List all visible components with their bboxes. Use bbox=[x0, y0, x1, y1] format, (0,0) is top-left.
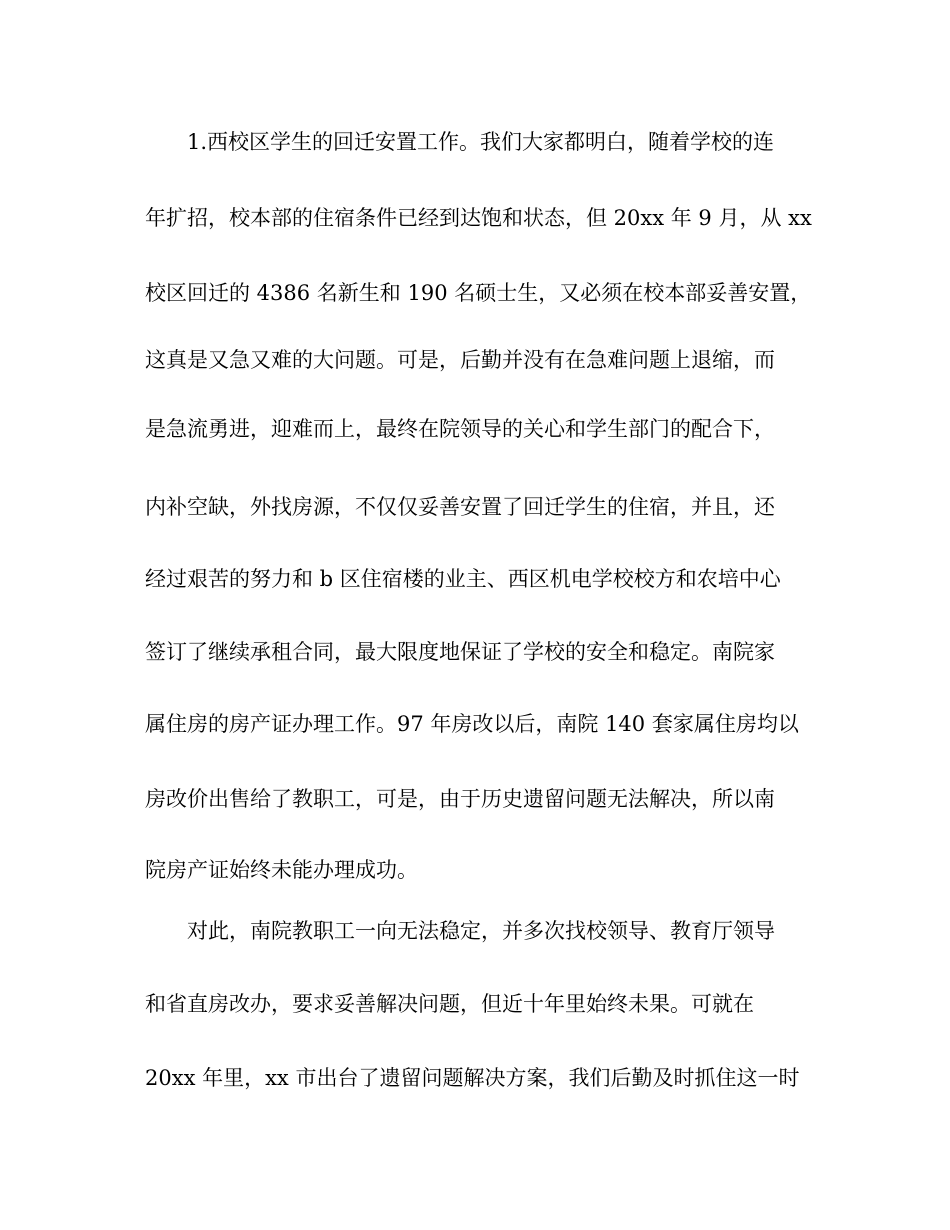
paragraph-1-line-5: 是急流勇进，迎难而上，最终在院领导的关心和学生部门的配合下， bbox=[145, 417, 775, 441]
paragraph-1-line-7: 经过艰苦的努力和 b 区住宿楼的业主、西区机电学校校方和农培中心 bbox=[145, 567, 781, 591]
paragraph-1-line-11: 院房产证始终未能办理成功。 bbox=[145, 858, 418, 882]
paragraph-1-line-6: 内补空缺，外找房源，不仅仅妥善安置了回迁学生的住宿，并且，还 bbox=[145, 495, 775, 519]
paragraph-1-line-9: 属住房的房产证办理工作。97 年房改以后，南院 140 套家属住房均以 bbox=[145, 712, 799, 736]
paragraph-1-line-3: 校区回迁的 4386 名新生和 190 名硕士生，又必须在校本部妥善安置， bbox=[145, 281, 812, 305]
paragraph-1-line-1: 1.西校区学生的回迁安置工作。我们大家都明白，随着学校的连 bbox=[187, 130, 775, 154]
paragraph-2-line-2: 和省直房改办，要求妥善解决问题，但近十年里始终未果。可就在 bbox=[145, 992, 754, 1016]
paragraph-1-line-10: 房改价出售给了教职工，可是，由于历史遗留问题无法解决，所以南 bbox=[145, 787, 775, 811]
paragraph-1-line-2: 年扩招，校本部的住宿条件已经到达饱和状态，但 20xx 年 9 月，从 xx bbox=[145, 206, 812, 230]
paragraph-2-line-1: 对此，南院教职工一向无法稳定，并多次找校领导、教育厅领导 bbox=[187, 919, 775, 943]
paragraph-1-line-4: 这真是又急又难的大问题。可是，后勤并没有在急难问题上退缩，而 bbox=[145, 348, 775, 372]
paragraph-1-line-8: 签订了继续承租合同，最大限度地保证了学校的安全和稳定。南院家 bbox=[145, 640, 775, 664]
paragraph-2-line-3: 20xx 年里，xx 市出台了遗留问题解决方案，我们后勤及时抓住这一时 bbox=[145, 1066, 800, 1090]
